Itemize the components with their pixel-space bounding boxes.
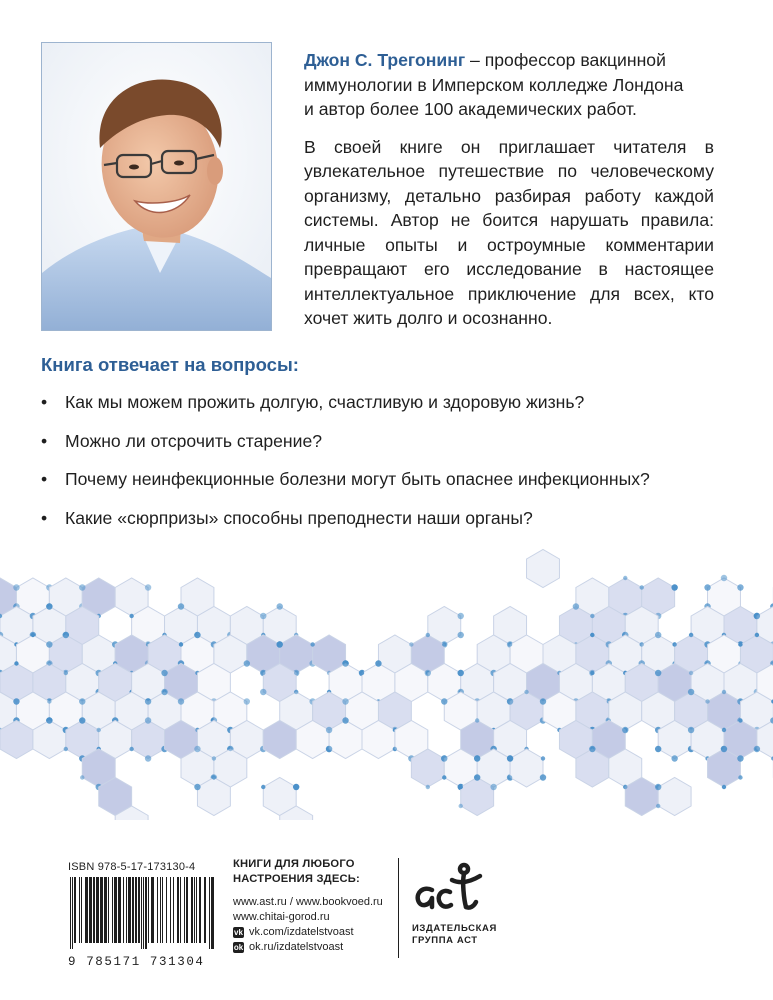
molecule-node	[13, 698, 19, 704]
barcode-bar	[118, 877, 121, 943]
isbn-text: ISBN 978-5-17-173130-4	[68, 861, 196, 873]
barcode-bar	[135, 877, 137, 943]
molecule-node	[540, 698, 546, 704]
molecule-node	[294, 671, 298, 675]
author-portrait-image	[42, 43, 271, 330]
slogan-line2: НАСТРОЕНИЯ ЗДЕСЬ:	[233, 873, 360, 885]
vk-link: vk.com/izdatelstvoast	[249, 926, 354, 938]
molecule-node	[508, 775, 512, 779]
molecule-node	[64, 671, 68, 675]
ok-link: ok.ru/izdatelstvoast	[249, 941, 344, 953]
molecule-node	[375, 660, 381, 666]
molecule-node	[277, 641, 283, 647]
barcode-bar	[123, 877, 124, 943]
molecule-node	[475, 718, 479, 722]
bio-body-paragraph: В своей книге он приглашает читателя в увлекательное путешествие по человеческому организму, детально разбирая работу каждой системы. Автор не боится нарушать правила: личные опыты и остроумные комментарии превращают его исследование в настоящее интеллектуальное приключение для всех, кто хочет жить долго и осознанно.	[304, 136, 714, 328]
molecule-node	[507, 698, 513, 704]
molecule-node	[260, 613, 266, 619]
questions-heading: Книга отвечает на вопросы:	[41, 354, 299, 375]
molecule-node	[441, 755, 447, 761]
barcode-bar	[132, 877, 134, 943]
molecule-node	[622, 727, 628, 733]
molecule-node	[573, 603, 579, 609]
barcode-bar	[204, 877, 206, 943]
molecule-node	[671, 755, 677, 761]
site-link-1: www.ast.ru / www.bookvoed.ru	[233, 896, 383, 908]
molecule-node	[474, 774, 480, 780]
barcode-bar	[74, 877, 76, 943]
molecule-node	[194, 632, 200, 638]
molecule-node	[261, 785, 265, 789]
barcode-bar	[170, 877, 171, 943]
molecule-node	[459, 785, 463, 789]
molecule-node	[425, 670, 431, 676]
molecule-node	[261, 671, 265, 675]
molecule-node	[738, 718, 742, 722]
molecule-node	[212, 775, 216, 779]
author-bio	[304, 48, 714, 331]
molecule-node	[342, 660, 348, 666]
molecule-node	[46, 603, 52, 609]
molecule-node	[541, 756, 545, 760]
barcode-bar	[194, 877, 195, 943]
molecule-node	[145, 584, 151, 590]
molecule-node	[655, 632, 661, 638]
barcode-bar	[184, 877, 185, 943]
barcode-bar	[191, 877, 193, 943]
molecule-node	[97, 728, 101, 732]
molecule-node	[326, 746, 332, 752]
molecule-node	[705, 699, 709, 703]
molecule-node	[656, 804, 660, 808]
molecule-node	[590, 671, 594, 675]
barcode-bar	[180, 877, 181, 943]
molecule-node	[129, 747, 133, 751]
molecule-node	[738, 775, 742, 779]
barcode-bar	[209, 877, 210, 949]
author-name: Джон С. Трегонинг	[304, 50, 466, 70]
question-item: • Как мы можем прожить долгую, счастливую и здоровую жизнь?	[41, 392, 585, 412]
hexagon-cell	[527, 550, 560, 588]
molecule-node	[260, 689, 266, 695]
barcode-bar	[100, 877, 103, 943]
barcode-bar	[79, 877, 80, 943]
molecule-node	[145, 698, 151, 704]
molecule-node	[79, 717, 85, 723]
molecule-node	[754, 746, 760, 752]
molecule-node	[244, 698, 250, 704]
barcode-bar	[128, 877, 131, 943]
bio-lead-line3: и автор более 100 академических работ.	[304, 99, 637, 119]
barcode-bar	[112, 877, 113, 943]
barcode-bar	[141, 877, 142, 949]
barcode-bar	[108, 877, 109, 943]
molecule-node	[178, 698, 184, 704]
molecule-node	[342, 698, 348, 704]
barcode-bar	[89, 877, 92, 943]
molecule-node	[655, 746, 661, 752]
publisher-caption-2: ГРУППА АСТ	[412, 935, 478, 946]
molecule-node	[623, 576, 627, 580]
molecule-node	[360, 671, 364, 675]
molecule-node	[689, 671, 693, 675]
question-item: • Можно ли отсрочить старение?	[41, 430, 323, 451]
barcode-bar	[70, 877, 71, 949]
molecule-node	[47, 699, 51, 703]
hexagon-cell	[658, 778, 691, 816]
questions-list	[41, 390, 741, 530]
molecule-node	[459, 804, 463, 808]
molecule-node	[79, 584, 85, 590]
molecule-node	[474, 755, 480, 761]
molecule-node	[46, 717, 52, 723]
molecule-node	[738, 642, 742, 646]
barcode-bar	[81, 877, 82, 943]
hexagon-pattern-decoration	[0, 530, 773, 820]
barcode-bar	[126, 877, 127, 943]
barcode-bar	[211, 877, 214, 949]
molecule-node	[212, 756, 216, 760]
barcode-bar	[104, 877, 107, 943]
questions-section	[41, 354, 741, 544]
molecule-node	[46, 641, 52, 647]
bio-lead-paragraph	[304, 48, 714, 122]
molecule-node	[393, 747, 397, 751]
ok-icon: ok	[233, 943, 244, 952]
footer-divider	[398, 858, 399, 958]
molecule-node	[178, 603, 184, 609]
molecule-node	[722, 785, 726, 789]
molecule-node	[458, 632, 464, 638]
barcode-bar	[151, 877, 154, 943]
publisher-logo	[412, 860, 497, 947]
molecule-node	[426, 785, 430, 789]
molecule-node	[688, 727, 694, 733]
molecule-node	[13, 584, 19, 590]
vk-icon: vk	[234, 928, 243, 937]
molecule-node	[63, 632, 69, 638]
molecule-node	[129, 614, 133, 618]
barcode-bar	[196, 877, 197, 943]
molecule-node	[722, 728, 726, 732]
bio-lead-line1: – профессор вакцинной	[465, 50, 666, 70]
bullet-icon: •	[41, 430, 48, 451]
molecule-node	[161, 689, 167, 695]
molecule-node	[194, 746, 200, 752]
barcode-block	[68, 861, 218, 969]
molecule-node	[704, 584, 710, 590]
barcode-bar	[148, 877, 149, 943]
molecule-node	[524, 690, 528, 694]
bullet-icon: •	[41, 392, 48, 412]
molecule-node	[688, 689, 694, 695]
barcode-digits: 9 785171 731304	[68, 955, 205, 969]
molecule-node	[442, 775, 446, 779]
molecule-node	[294, 690, 298, 694]
barcode-bar	[160, 877, 161, 943]
molecule-node	[589, 746, 595, 752]
barcode-bar	[114, 877, 117, 943]
molecule-node	[754, 613, 760, 619]
slogan-line1: КНИГИ ДЛЯ ЛЮБОГО	[233, 858, 355, 870]
barcode-bar	[157, 877, 158, 943]
molecule-node	[244, 660, 250, 666]
publisher-info	[233, 857, 398, 955]
molecule-node	[737, 584, 743, 590]
barcode-bar	[173, 877, 174, 943]
molecule-node	[458, 613, 464, 619]
molecule-node	[737, 755, 743, 761]
question-item: • Почему неинфекционные болезни могут быть опаснее инфекционных?	[41, 469, 650, 489]
molecule-node	[31, 633, 35, 637]
molecule-node	[640, 585, 644, 589]
molecule-node	[590, 633, 594, 637]
molecule-node	[672, 642, 676, 646]
molecule-node	[689, 633, 693, 637]
molecule-node	[490, 784, 496, 790]
barcode-bar	[138, 877, 140, 943]
molecule-node	[80, 775, 84, 779]
molecule-node	[623, 785, 627, 789]
molecule-node	[47, 661, 51, 665]
barcode-bar	[186, 877, 188, 943]
site-link-2: www.chitai-gorod.ru	[233, 911, 330, 923]
bullet-icon: •	[41, 469, 48, 489]
barcode-bar	[93, 877, 95, 943]
molecule-node	[442, 642, 446, 646]
molecule-node	[655, 784, 661, 790]
molecule-node	[426, 633, 430, 637]
molecule-node	[277, 603, 283, 609]
author-photo	[41, 42, 272, 331]
question-item: • Какие «сюрпризы» способны преподнести наши органы?	[41, 507, 533, 528]
molecule-node	[228, 747, 232, 751]
publisher-caption-1: ИЗДАТЕЛЬСКАЯ	[412, 923, 497, 934]
barcode-bar	[177, 877, 179, 943]
molecule-node	[179, 642, 183, 646]
barcode-bar	[72, 877, 73, 949]
ast-logo-icon	[412, 860, 492, 912]
molecule-node	[640, 642, 644, 646]
molecule-node	[194, 784, 200, 790]
molecule-node	[458, 670, 464, 676]
molecule-node	[441, 698, 447, 704]
barcode-bar	[199, 877, 201, 943]
molecule-node	[590, 614, 594, 618]
molecule-node	[326, 727, 332, 733]
bio-lead-line2: иммунологии в Имперском колледже Лондона	[304, 74, 684, 95]
barcode-icon	[68, 877, 218, 949]
vk-row	[233, 925, 398, 940]
barcode-bar	[145, 877, 147, 949]
molecule-node	[508, 642, 512, 646]
barcode-bar	[162, 877, 163, 943]
ok-row	[233, 940, 398, 955]
molecule-node	[145, 717, 151, 723]
molecule-node	[755, 633, 759, 637]
molecule-node	[293, 784, 299, 790]
barcode-bar	[143, 877, 144, 949]
molecule-node	[14, 661, 18, 665]
barcode-bar	[166, 877, 167, 943]
molecule-node	[655, 670, 661, 676]
molecule-node	[64, 747, 68, 751]
barcode-bar	[85, 877, 88, 943]
molecule-node	[310, 642, 314, 646]
molecule-node	[145, 755, 151, 761]
barcode-bar	[96, 877, 99, 943]
bullet-icon: •	[41, 507, 48, 528]
molecule-node	[342, 717, 348, 723]
molecule-node	[540, 774, 546, 780]
molecule-node	[161, 670, 167, 676]
molecule-node	[721, 746, 727, 752]
molecule-node	[721, 575, 727, 581]
molecule-node	[409, 642, 413, 646]
molecule-node	[79, 698, 85, 704]
molecule-node	[722, 690, 726, 694]
molecule-node	[671, 584, 677, 590]
molecule-node	[507, 755, 513, 761]
